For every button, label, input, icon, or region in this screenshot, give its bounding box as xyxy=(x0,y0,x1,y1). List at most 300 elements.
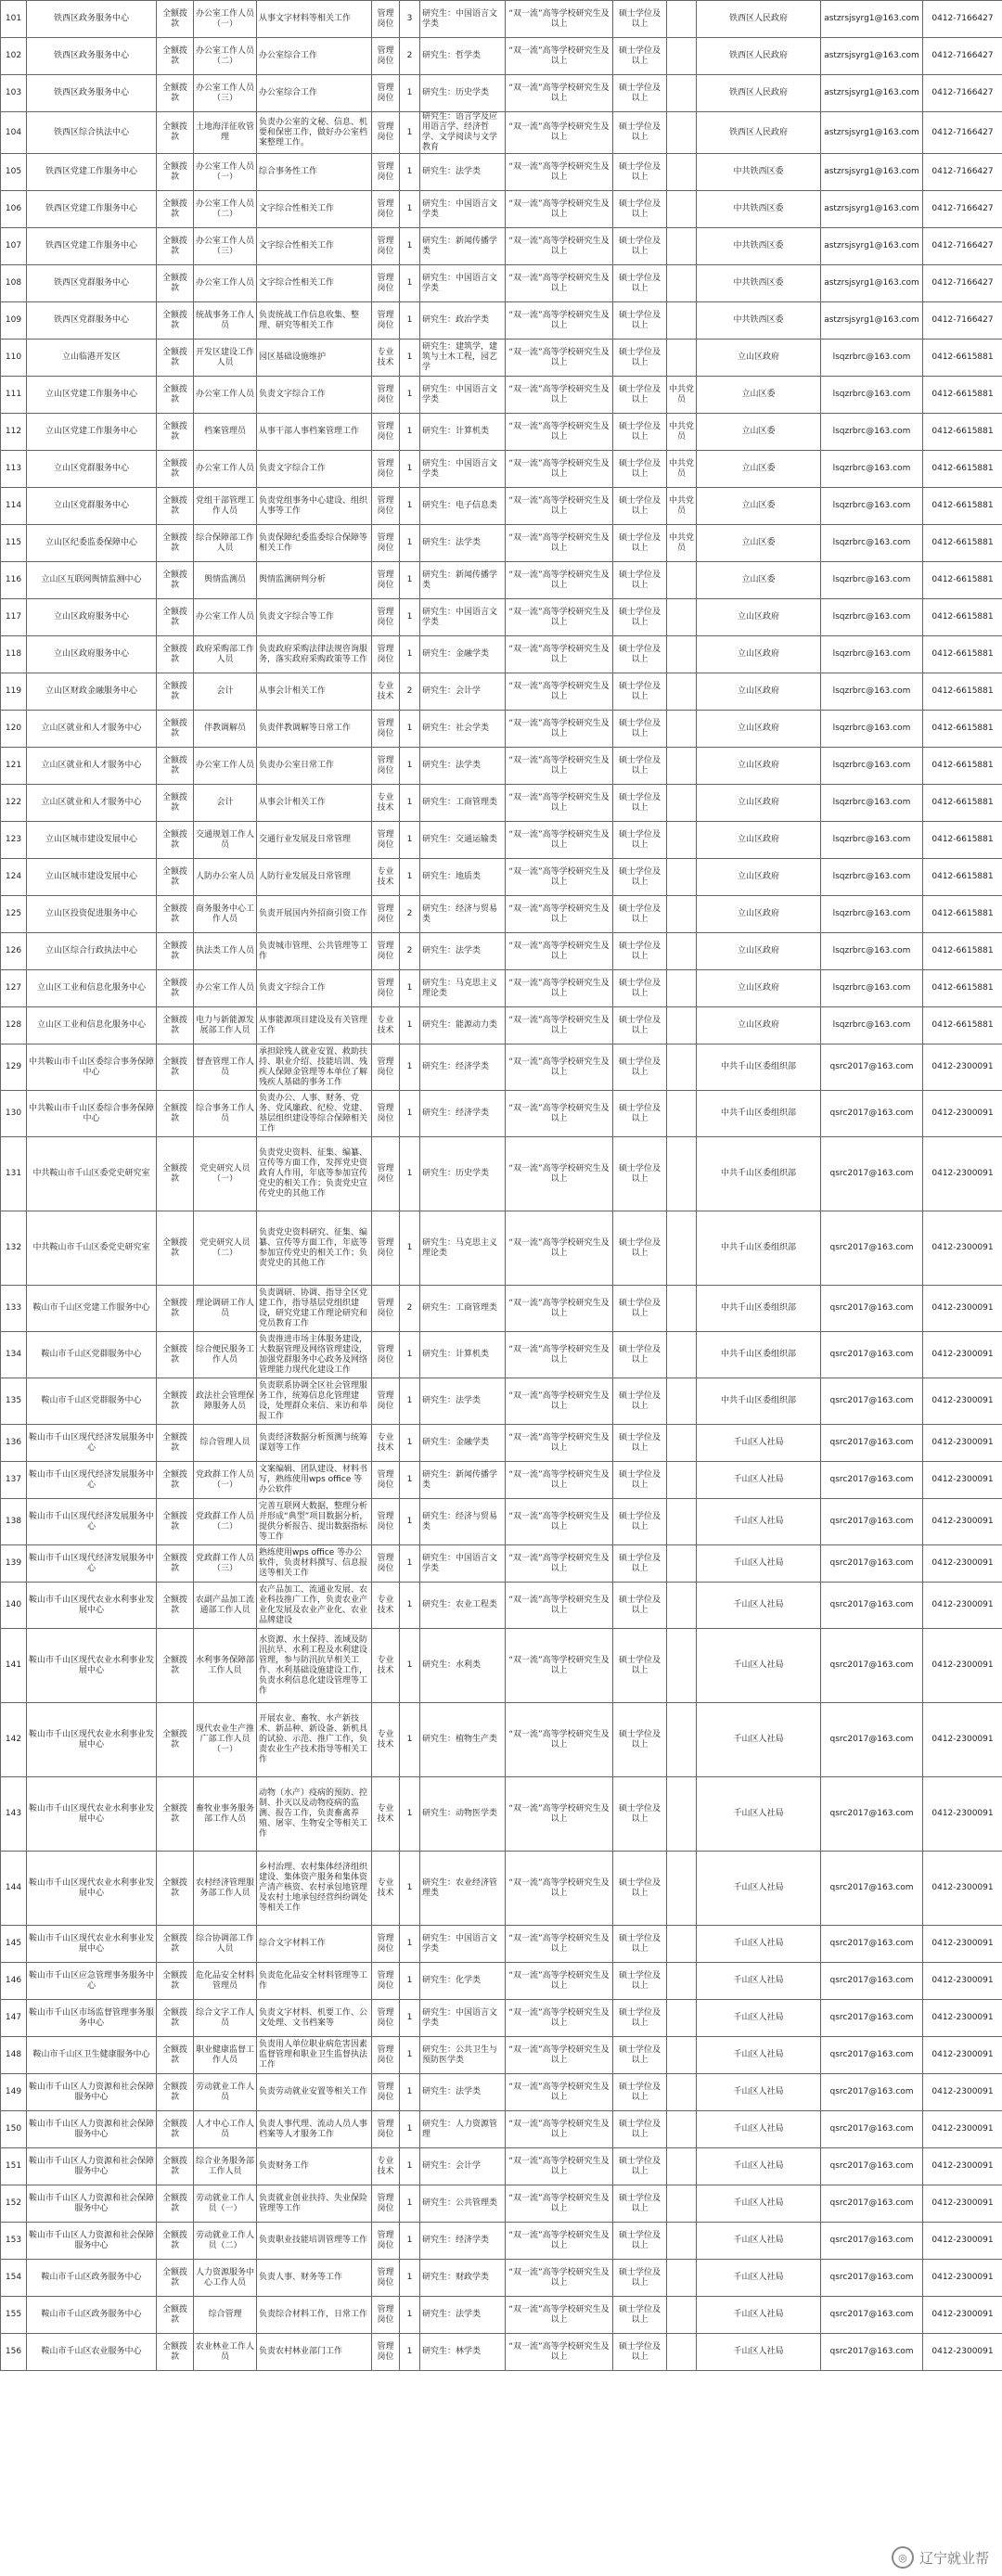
cell-degree-requirement: 硕士学位及以上 xyxy=(613,1286,667,1332)
cell-job-duties: 农产品加工、流通业发展、农业科技推广工作，负责农业产业化发展及农业产业化、农业品牌建设 xyxy=(257,1583,372,1629)
cell-email[interactable]: lsqzrbrc@163.com xyxy=(821,1007,923,1044)
cell-headcount: 1 xyxy=(400,154,420,191)
cell-email[interactable]: lsqzrbrc@163.com xyxy=(821,377,923,414)
cell-position-name: 舆情监测员 xyxy=(194,562,257,599)
cell-headcount: 1 xyxy=(400,1462,420,1499)
cell-department: 千山区人社局 xyxy=(697,1703,821,1777)
cell-department: 立山区政府 xyxy=(697,970,821,1007)
cell-unit-name: 立山区党建工作服务中心 xyxy=(27,414,157,451)
cell-department: 立山区政府 xyxy=(697,859,821,896)
cell-row-number: 112 xyxy=(1,414,27,451)
table-row xyxy=(1,1,1002,38)
cell-phone: 0412-6615881 xyxy=(923,933,1002,970)
cell-email[interactable]: lsqzrbrc@163.com xyxy=(821,451,923,488)
cell-email[interactable]: qsrc2017@163.com xyxy=(821,1137,923,1211)
cell-row-number: 133 xyxy=(1,1286,27,1332)
cell-email[interactable]: lsqzrbrc@163.com xyxy=(821,414,923,451)
cell-job-duties: 熟练使用wps office 等办公软件，负责材料撰写、信息报送等相关工作 xyxy=(257,1545,372,1583)
cell-email[interactable]: lsqzrbrc@163.com xyxy=(821,785,923,822)
cell-email[interactable]: qsrc2017@163.com xyxy=(821,1545,923,1583)
cell-degree-requirement: 硕士学位及以上 xyxy=(613,1499,667,1545)
cell-row-number: 154 xyxy=(1,2260,27,2297)
cell-degree-requirement: 硕士学位及以上 xyxy=(613,785,667,822)
cell-email[interactable]: lsqzrbrc@163.com xyxy=(821,562,923,599)
cell-email[interactable]: qsrc2017@163.com xyxy=(821,2297,923,2334)
cell-political-status xyxy=(667,711,697,748)
cell-email[interactable]: qsrc2017@163.com xyxy=(821,1703,923,1777)
cell-school-requirement: “双一流”高等学校研究生及以上 xyxy=(506,2297,613,2334)
cell-headcount: 1 xyxy=(400,488,420,525)
cell-department: 千山区人社局 xyxy=(697,2334,821,2371)
cell-school-requirement: “双一流”高等学校研究生及以上 xyxy=(506,636,613,673)
cell-email[interactable]: qsrc2017@163.com xyxy=(821,1852,923,1926)
cell-phone: 0412-2300091 xyxy=(923,1629,1002,1703)
cell-phone: 0412-2300091 xyxy=(923,2000,1002,2037)
cell-degree-requirement: 硕士学位及以上 xyxy=(613,2074,667,2111)
cell-position-name: 综合便民服务工作人员 xyxy=(194,1332,257,1378)
cell-email[interactable]: qsrc2017@163.com xyxy=(821,2037,923,2074)
cell-headcount: 1 xyxy=(400,748,420,785)
cell-school-requirement: “双一流”高等学校研究生及以上 xyxy=(506,75,613,112)
cell-education-major: 研究生：金融学类 xyxy=(420,636,506,673)
cell-school-requirement: “双一流”高等学校研究生及以上 xyxy=(506,191,613,228)
cell-headcount: 1 xyxy=(400,1963,420,2000)
cell-row-number: 118 xyxy=(1,636,27,673)
cell-funding-type: 全额拨款 xyxy=(157,1091,194,1137)
cell-row-number: 136 xyxy=(1,1425,27,1462)
cell-position-name: 劳动就业工作人员（一） xyxy=(194,2185,257,2223)
cell-position-type: 管理岗位 xyxy=(372,414,400,451)
cell-position-type: 管理岗位 xyxy=(372,265,400,302)
cell-position-type: 管理岗位 xyxy=(372,1044,400,1091)
table-row xyxy=(1,599,1002,636)
cell-headcount: 1 xyxy=(400,1044,420,1091)
cell-unit-name: 鞍山市千山区现代农业水利事业发展中心 xyxy=(27,1852,157,1926)
cell-unit-name: 鞍山市千山区卫生健康服务中心 xyxy=(27,2037,157,2074)
cell-email[interactable]: lsqzrbrc@163.com xyxy=(821,970,923,1007)
cell-row-number: 125 xyxy=(1,896,27,933)
cell-unit-name: 中共鞍山市千山区委党史研究室 xyxy=(27,1137,157,1211)
cell-political-status: 中共党员 xyxy=(667,488,697,525)
cell-unit-name: 立山区党群服务中心 xyxy=(27,488,157,525)
cell-unit-name: 鞍山市千山区政务服务中心 xyxy=(27,2297,157,2334)
cell-education-major: 研究生：法学类 xyxy=(420,525,506,562)
cell-headcount: 1 xyxy=(400,1332,420,1378)
cell-education-major: 研究生：中国语言文学类 xyxy=(420,265,506,302)
cell-email[interactable]: qsrc2017@163.com xyxy=(821,2111,923,2148)
cell-email[interactable]: lsqzrbrc@163.com xyxy=(821,896,923,933)
cell-education-major: 研究生：马克思主义理论类 xyxy=(420,1211,506,1286)
cell-phone: 0412-6615881 xyxy=(923,673,1002,711)
cell-department: 中共铁西区委 xyxy=(697,265,821,302)
cell-funding-type: 全额拨款 xyxy=(157,2260,194,2297)
cell-degree-requirement: 硕士学位及以上 xyxy=(613,228,667,265)
table-row xyxy=(1,2185,1002,2223)
cell-email[interactable]: qsrc2017@163.com xyxy=(821,2185,923,2223)
cell-email[interactable]: qsrc2017@163.com xyxy=(821,2074,923,2111)
cell-row-number: 111 xyxy=(1,377,27,414)
cell-political-status xyxy=(667,2148,697,2185)
cell-education-major: 研究生：计算机类 xyxy=(420,1332,506,1378)
cell-funding-type: 全额拨款 xyxy=(157,562,194,599)
cell-funding-type: 全额拨款 xyxy=(157,1852,194,1926)
cell-email[interactable]: lsqzrbrc@163.com xyxy=(821,340,923,377)
cell-political-status: 中共党员 xyxy=(667,451,697,488)
cell-position-type: 管理岗位 xyxy=(372,636,400,673)
cell-row-number: 103 xyxy=(1,75,27,112)
cell-funding-type: 全额拨款 xyxy=(157,265,194,302)
cell-row-number: 116 xyxy=(1,562,27,599)
cell-funding-type: 全额拨款 xyxy=(157,1963,194,2000)
table-row xyxy=(1,488,1002,525)
cell-job-duties: 负责统战工作信息收集、整理、研究等相关工作 xyxy=(257,302,372,340)
cell-political-status xyxy=(667,154,697,191)
cell-political-status xyxy=(667,785,697,822)
cell-phone: 0412-6615881 xyxy=(923,451,1002,488)
cell-email[interactable]: qsrc2017@163.com xyxy=(821,1963,923,2000)
cell-row-number: 102 xyxy=(1,38,27,75)
cell-position-name: 综合协调部工作人员 xyxy=(194,1926,257,1963)
cell-position-type: 管理岗位 xyxy=(372,896,400,933)
cell-degree-requirement: 硕士学位及以上 xyxy=(613,2260,667,2297)
cell-headcount: 1 xyxy=(400,2223,420,2260)
cell-unit-name: 鞍山市千山区现代农业水利事业发展中心 xyxy=(27,1777,157,1852)
cell-email[interactable]: lsqzrbrc@163.com xyxy=(821,525,923,562)
cell-unit-name: 立山区城市建设发展中心 xyxy=(27,822,157,859)
cell-job-duties: 负责文字综合工作 xyxy=(257,451,372,488)
cell-school-requirement: “双一流”高等学校研究生及以上 xyxy=(506,711,613,748)
cell-department: 千山区人社局 xyxy=(697,2223,821,2260)
cell-email[interactable]: astzrsjsyrg1@163.com xyxy=(821,75,923,112)
cell-department: 铁西区人民政府 xyxy=(697,1,821,38)
cell-email[interactable]: astzrsjsyrg1@163.com xyxy=(821,112,923,154)
cell-education-major: 研究生：新闻传播学类 xyxy=(420,228,506,265)
cell-email[interactable]: qsrc2017@163.com xyxy=(821,1777,923,1852)
cell-school-requirement: “双一流”高等学校研究生及以上 xyxy=(506,38,613,75)
cell-education-major: 研究生：计算机类 xyxy=(420,414,506,451)
cell-phone: 0412-2300091 xyxy=(923,1332,1002,1378)
cell-education-major: 研究生：地质类 xyxy=(420,859,506,896)
cell-department: 立山区政府 xyxy=(697,933,821,970)
cell-department: 立山区政府 xyxy=(697,822,821,859)
cell-email[interactable]: qsrc2017@163.com xyxy=(821,1091,923,1137)
cell-row-number: 132 xyxy=(1,1211,27,1286)
cell-email[interactable]: qsrc2017@163.com xyxy=(821,2223,923,2260)
cell-degree-requirement: 硕士学位及以上 xyxy=(613,38,667,75)
cell-email[interactable]: lsqzrbrc@163.com xyxy=(821,711,923,748)
cell-email[interactable]: astzrsjsyrg1@163.com xyxy=(821,265,923,302)
cell-email[interactable]: qsrc2017@163.com xyxy=(821,1044,923,1091)
cell-degree-requirement: 硕士学位及以上 xyxy=(613,1777,667,1852)
cell-email[interactable]: qsrc2017@163.com xyxy=(821,1211,923,1286)
cell-department: 中共千山区委组织部 xyxy=(697,1044,821,1091)
cell-political-status xyxy=(667,112,697,154)
cell-email[interactable]: lsqzrbrc@163.com xyxy=(821,673,923,711)
cell-political-status xyxy=(667,38,697,75)
cell-funding-type: 全额拨款 xyxy=(157,1007,194,1044)
cell-email[interactable]: astzrsjsyrg1@163.com xyxy=(821,38,923,75)
cell-position-name: 督查管理工作人员 xyxy=(194,1044,257,1091)
cell-headcount: 1 xyxy=(400,785,420,822)
cell-position-name: 职业健康监督工作人员 xyxy=(194,2037,257,2074)
cell-education-major: 研究生：法学类 xyxy=(420,933,506,970)
cell-unit-name: 铁西区党建工作服务中心 xyxy=(27,191,157,228)
cell-email[interactable]: qsrc2017@163.com xyxy=(821,1926,923,1963)
cell-email[interactable]: qsrc2017@163.com xyxy=(821,1583,923,1629)
cell-phone: 0412-2300091 xyxy=(923,1091,1002,1137)
cell-position-name: 土地海洋征收管理 xyxy=(194,112,257,154)
cell-position-type: 管理岗位 xyxy=(372,711,400,748)
cell-email[interactable]: lsqzrbrc@163.com xyxy=(821,599,923,636)
watermark-text: 辽宁就业帮 xyxy=(918,2549,989,2567)
cell-degree-requirement: 硕士学位及以上 xyxy=(613,1583,667,1629)
cell-education-major: 研究生：法学类 xyxy=(420,2074,506,2111)
cell-education-major: 研究生：法学类 xyxy=(420,748,506,785)
cell-headcount: 1 xyxy=(400,2148,420,2185)
cell-political-status xyxy=(667,2000,697,2037)
cell-school-requirement: “双一流”高等学校研究生及以上 xyxy=(506,154,613,191)
table-row xyxy=(1,1583,1002,1629)
cell-degree-requirement: 硕士学位及以上 xyxy=(613,488,667,525)
cell-department: 立山区委 xyxy=(697,525,821,562)
cell-row-number: 117 xyxy=(1,599,27,636)
cell-degree-requirement: 硕士学位及以上 xyxy=(613,822,667,859)
cell-job-duties: 从事会计相关工作 xyxy=(257,785,372,822)
cell-department: 千山区人社局 xyxy=(697,1583,821,1629)
cell-political-status xyxy=(667,562,697,599)
cell-position-name: 办公室工作人员 xyxy=(194,748,257,785)
cell-school-requirement: “双一流”高等学校研究生及以上 xyxy=(506,1703,613,1777)
cell-education-major: 研究生：交通运输类 xyxy=(420,822,506,859)
cell-political-status xyxy=(667,1926,697,1963)
cell-phone: 0412-6615881 xyxy=(923,1007,1002,1044)
cell-political-status xyxy=(667,2334,697,2371)
cell-funding-type: 全额拨款 xyxy=(157,525,194,562)
cell-job-duties: 负责政府采购法律法规咨询服务，落实政府采购政策等工作 xyxy=(257,636,372,673)
cell-degree-requirement: 硕士学位及以上 xyxy=(613,1091,667,1137)
cell-department: 千山区人社局 xyxy=(697,2148,821,2185)
cell-email[interactable]: qsrc2017@163.com xyxy=(821,1425,923,1462)
cell-school-requirement: “双一流”高等学校研究生及以上 xyxy=(506,896,613,933)
cell-degree-requirement: 硕士学位及以上 xyxy=(613,302,667,340)
table-row xyxy=(1,1425,1002,1462)
cell-education-major: 研究生：法学类 xyxy=(420,1378,506,1425)
cell-job-duties: 负责推进市场主体服务建设，大数据管理及网络管理建设，加强党群服务中心政务及网络管理能力现代化建设工作 xyxy=(257,1332,372,1378)
cell-unit-name: 铁西区政务服务中心 xyxy=(27,1,157,38)
cell-phone: 0412-6615881 xyxy=(923,525,1002,562)
cell-education-major: 研究生：经济与贸易类 xyxy=(420,896,506,933)
cell-position-name: 办公室工作人员 xyxy=(194,451,257,488)
cell-degree-requirement: 硕士学位及以上 xyxy=(613,711,667,748)
cell-funding-type: 全额拨款 xyxy=(157,933,194,970)
cell-department: 铁西区人民政府 xyxy=(697,112,821,154)
cell-job-duties: 负责文字综合等工作 xyxy=(257,599,372,636)
cell-headcount: 1 xyxy=(400,1211,420,1286)
cell-position-type: 管理岗位 xyxy=(372,228,400,265)
cell-position-type: 管理岗位 xyxy=(372,38,400,75)
cell-degree-requirement: 硕士学位及以上 xyxy=(613,451,667,488)
cell-job-duties: 负责人事代理、流动人员人事档案等人才服务工作 xyxy=(257,2111,372,2148)
table-row xyxy=(1,822,1002,859)
cell-department: 立山区政府 xyxy=(697,673,821,711)
cell-headcount: 1 xyxy=(400,822,420,859)
watermark xyxy=(892,2546,989,2569)
cell-job-duties: 从事会计相关工作 xyxy=(257,673,372,711)
cell-school-requirement: “双一流”高等学校研究生及以上 xyxy=(506,1583,613,1629)
cell-unit-name: 中共鞍山市千山区委综合事务保障中心 xyxy=(27,1091,157,1137)
cell-position-type: 专业技术 xyxy=(372,673,400,711)
cell-phone: 0412-7166427 xyxy=(923,75,1002,112)
cell-row-number: 104 xyxy=(1,112,27,154)
cell-email[interactable]: astzrsjsyrg1@163.com xyxy=(821,228,923,265)
cell-degree-requirement: 硕士学位及以上 xyxy=(613,1963,667,2000)
table-row xyxy=(1,154,1002,191)
cell-row-number: 113 xyxy=(1,451,27,488)
cell-email[interactable]: astzrsjsyrg1@163.com xyxy=(821,1,923,38)
cell-unit-name: 立山区就业和人才服务中心 xyxy=(27,785,157,822)
cell-email[interactable]: qsrc2017@163.com xyxy=(821,1378,923,1425)
cell-headcount: 1 xyxy=(400,1926,420,1963)
cell-email[interactable]: lsqzrbrc@163.com xyxy=(821,859,923,896)
cell-department: 中共千山区委组织部 xyxy=(697,1091,821,1137)
cell-job-duties: 综合文字材料工作 xyxy=(257,1926,372,1963)
cell-funding-type: 全额拨款 xyxy=(157,822,194,859)
cell-education-major: 研究生：法学类 xyxy=(420,154,506,191)
cell-headcount: 1 xyxy=(400,1091,420,1137)
cell-department: 立山区政府 xyxy=(697,599,821,636)
cell-email[interactable]: qsrc2017@163.com xyxy=(821,2260,923,2297)
cell-unit-name: 鞍山市千山区人力资源和社会保障服务中心 xyxy=(27,2185,157,2223)
cell-row-number: 108 xyxy=(1,265,27,302)
cell-school-requirement: “双一流”高等学校研究生及以上 xyxy=(506,1926,613,1963)
cell-position-name: 电力与新能源发展部工作人员 xyxy=(194,1007,257,1044)
cell-email[interactable]: lsqzrbrc@163.com xyxy=(821,636,923,673)
cell-phone: 0412-2300091 xyxy=(923,1926,1002,1963)
cell-row-number: 145 xyxy=(1,1926,27,1963)
cell-job-duties: 负责调研、协调、指导全区党建工作，指导基层党组织建设，研究党建工作理论研究和党员教育工作 xyxy=(257,1286,372,1332)
cell-headcount: 1 xyxy=(400,562,420,599)
cell-phone: 0412-7166427 xyxy=(923,38,1002,75)
table-row xyxy=(1,451,1002,488)
table-row xyxy=(1,302,1002,340)
cell-school-requirement: “双一流”高等学校研究生及以上 xyxy=(506,562,613,599)
cell-phone: 0412-2300091 xyxy=(923,2185,1002,2223)
cell-email[interactable]: astzrsjsyrg1@163.com xyxy=(821,191,923,228)
cell-position-type: 专业技术 xyxy=(372,785,400,822)
cell-headcount: 1 xyxy=(400,1499,420,1545)
cell-department: 立山区政府 xyxy=(697,636,821,673)
cell-position-type: 管理岗位 xyxy=(372,191,400,228)
cell-phone: 0412-6615881 xyxy=(923,377,1002,414)
cell-email[interactable]: lsqzrbrc@163.com xyxy=(821,748,923,785)
cell-job-duties: 负责文字综合工作 xyxy=(257,377,372,414)
cell-school-requirement: “双一流”高等学校研究生及以上 xyxy=(506,970,613,1007)
cell-row-number: 131 xyxy=(1,1137,27,1211)
cell-phone: 0412-2300091 xyxy=(923,1499,1002,1545)
cell-school-requirement: “双一流”高等学校研究生及以上 xyxy=(506,2074,613,2111)
cell-position-name: 人力资源服务中心工作人员 xyxy=(194,2260,257,2297)
cell-school-requirement: “双一流”高等学校研究生及以上 xyxy=(506,1091,613,1137)
cell-position-type: 管理岗位 xyxy=(372,525,400,562)
cell-political-status xyxy=(667,302,697,340)
cell-funding-type: 全额拨款 xyxy=(157,970,194,1007)
cell-education-major: 研究生：会计学 xyxy=(420,2148,506,2185)
cell-phone: 0412-7166427 xyxy=(923,154,1002,191)
cell-education-major: 研究生：马克思主义理论类 xyxy=(420,970,506,1007)
cell-funding-type: 全额拨款 xyxy=(157,1137,194,1211)
cell-email[interactable]: astzrsjsyrg1@163.com xyxy=(821,154,923,191)
cell-position-type: 专业技术 xyxy=(372,1777,400,1852)
cell-political-status xyxy=(667,2185,697,2223)
cell-school-requirement: “双一流”高等学校研究生及以上 xyxy=(506,1777,613,1852)
cell-position-type: 管理岗位 xyxy=(372,970,400,1007)
cell-unit-name: 立山区财政金融服务中心 xyxy=(27,673,157,711)
cell-unit-name: 铁西区党群服务中心 xyxy=(27,302,157,340)
cell-position-type: 专业技术 xyxy=(372,1425,400,1462)
cell-funding-type: 全额拨款 xyxy=(157,340,194,377)
cell-funding-type: 全额拨款 xyxy=(157,2111,194,2148)
cell-headcount: 1 xyxy=(400,2074,420,2111)
cell-email[interactable]: qsrc2017@163.com xyxy=(821,1462,923,1499)
cell-headcount: 1 xyxy=(400,302,420,340)
table-row xyxy=(1,636,1002,673)
cell-funding-type: 全额拨款 xyxy=(157,1211,194,1286)
cell-email[interactable]: qsrc2017@163.com xyxy=(821,1499,923,1545)
cell-email[interactable]: qsrc2017@163.com xyxy=(821,1332,923,1378)
cell-headcount: 1 xyxy=(400,1137,420,1211)
cell-phone: 0412-2300091 xyxy=(923,1211,1002,1286)
cell-job-duties: 办公室综合工作 xyxy=(257,75,372,112)
cell-email[interactable]: lsqzrbrc@163.com xyxy=(821,488,923,525)
cell-unit-name: 立山区综合行政执法中心 xyxy=(27,933,157,970)
cell-political-status xyxy=(667,599,697,636)
cell-email[interactable]: lsqzrbrc@163.com xyxy=(821,933,923,970)
cell-row-number: 137 xyxy=(1,1462,27,1499)
table-row xyxy=(1,1286,1002,1332)
cell-job-duties: 从事干部人事档案管理工作 xyxy=(257,414,372,451)
cell-phone: 0412-7166427 xyxy=(923,1,1002,38)
cell-email[interactable]: qsrc2017@163.com xyxy=(821,1629,923,1703)
cell-degree-requirement: 硕士学位及以上 xyxy=(613,191,667,228)
cell-headcount: 1 xyxy=(400,1629,420,1703)
cell-education-major: 研究生：新闻传播学类 xyxy=(420,1462,506,1499)
cell-position-name: 劳动就业工作人员（二） xyxy=(194,2223,257,2260)
table-row xyxy=(1,673,1002,711)
cell-email[interactable]: qsrc2017@163.com xyxy=(821,1286,923,1332)
cell-funding-type: 全额拨款 xyxy=(157,112,194,154)
cell-phone: 0412-7166427 xyxy=(923,302,1002,340)
cell-unit-name: 鞍山市千山区市场监督管理事务服务中心 xyxy=(27,2000,157,2037)
cell-email[interactable]: qsrc2017@163.com xyxy=(821,2334,923,2371)
cell-political-status xyxy=(667,1703,697,1777)
cell-funding-type: 全额拨款 xyxy=(157,154,194,191)
cell-funding-type: 全额拨款 xyxy=(157,1499,194,1545)
cell-school-requirement: “双一流”高等学校研究生及以上 xyxy=(506,377,613,414)
cell-headcount: 1 xyxy=(400,1777,420,1852)
cell-email[interactable]: astzrsjsyrg1@163.com xyxy=(821,302,923,340)
cell-email[interactable]: qsrc2017@163.com xyxy=(821,2000,923,2037)
cell-job-duties: 负责农村林业部门工作 xyxy=(257,2334,372,2371)
cell-unit-name: 立山区就业和人才服务中心 xyxy=(27,711,157,748)
cell-political-status xyxy=(667,1211,697,1286)
cell-email[interactable]: lsqzrbrc@163.com xyxy=(821,822,923,859)
cell-position-name: 交通规划工作人员 xyxy=(194,822,257,859)
cell-row-number: 143 xyxy=(1,1777,27,1852)
cell-position-name: 执法类工作人员 xyxy=(194,933,257,970)
cell-unit-name: 鞍山市千山区党建工作服务中心 xyxy=(27,1286,157,1332)
table-row xyxy=(1,2260,1002,2297)
cell-email[interactable]: qsrc2017@163.com xyxy=(821,2148,923,2185)
